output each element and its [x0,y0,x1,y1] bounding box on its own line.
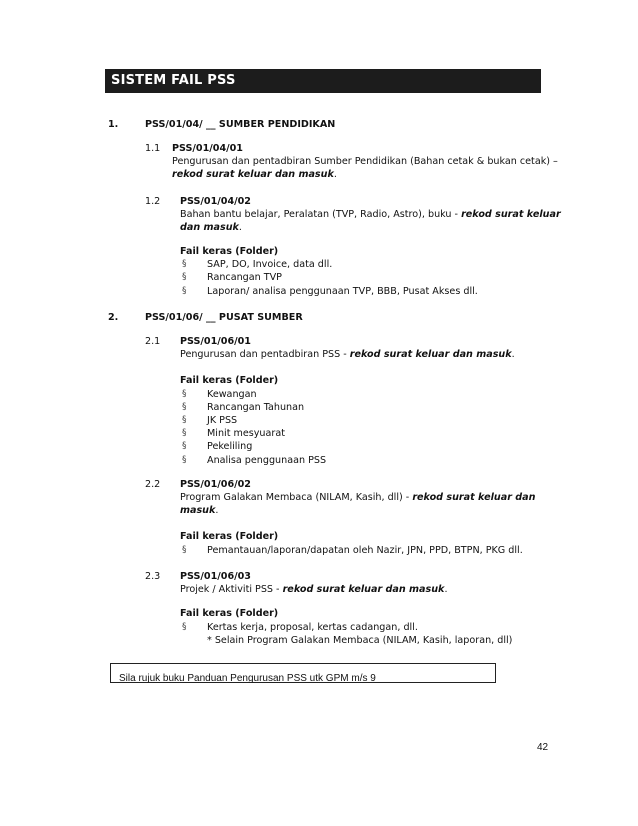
period: . [444,584,448,595]
folder-item: Kewangan [207,389,257,400]
item-number: 1.1 [145,143,161,154]
item-description [180,491,535,504]
record-text: rekod surat keluar dan masuk [349,349,512,360]
folder-item: Pekeliling [207,441,253,452]
section-code: PSS/01/04/ __ SUMBER PENDIDIKAN [145,119,336,130]
bullet-icon: § [182,545,187,555]
folder-item: SAP, DO, Invoice, data dll. [207,259,333,270]
folder-label: Fail keras (Folder) [180,608,279,619]
reference-note-box [110,663,496,683]
item-description [180,208,561,221]
period: . [215,505,219,516]
desc-text: Pengurusan dan pentadbiran PSS - [180,349,350,360]
bullet-icon: § [182,415,187,425]
bullet-icon: § [182,428,187,438]
folder-label: Fail keras (Folder) [180,531,279,542]
desc-text: Projek / Aktiviti PSS - [180,584,283,595]
record-text: rekod surat keluar dan masuk [282,584,445,595]
record-text: dan masuk [180,222,239,233]
item-description-line2 [180,221,242,234]
bullet-icon: § [182,272,187,282]
bullet-icon: § [182,259,187,269]
folder-item: Analisa penggunaan PSS [207,455,327,466]
bullet-icon: § [182,286,187,296]
bullet-icon: § [182,441,187,451]
section-code: PSS/01/06/ __ PUSAT SUMBER [145,312,303,323]
desc-text: Program Galakan Membaca (NILAM, Kasih, dll) - [180,492,413,503]
period: . [238,222,242,233]
folder-label: Fail keras (Folder) [180,375,279,386]
folder-item: Kertas kerja, proposal, kertas cadangan, dll. [207,622,418,633]
section-title-bar [105,69,541,93]
folder-item: Minit mesyuarat [207,428,285,439]
section-number: 1. [108,119,119,130]
item-number: 2.3 [145,571,161,582]
item-description [180,348,515,361]
folder-note: * Selain Program Galakan Membaca (NILAM, Kasih, laporan, dll) [207,635,513,646]
period: . [333,169,337,180]
record-text: rekod surat keluar dan masuk [172,169,334,180]
item-description: Pengurusan dan pentadbiran Sumber Pendidikan (Bahan cetak & bukan cetak) – [172,156,558,167]
desc-text: Bahan bantu belajar, Peralatan (TVP, Radio, Astro), buku - [180,209,462,220]
item-code: PSS/01/06/03 [180,571,251,582]
section-title: SISTEM FAIL PSS [111,73,236,88]
item-code: PSS/01/06/02 [180,479,251,490]
item-description-line2 [180,504,218,517]
bullet-icon: § [182,622,187,632]
reference-note-text: Sila rujuk buku Panduan Pengurusan PSS utk GPM m/s 9 [119,673,376,683]
item-number: 1.2 [145,196,161,207]
folder-item: Pemantauan/laporan/dapatan oleh Nazir, JPN, PPD, BTPN, PKG dll. [207,545,523,556]
folder-label: Fail keras (Folder) [180,246,279,257]
section-number: 2. [108,312,119,323]
page-number: 42 [537,742,549,753]
item-description-line2 [172,168,337,181]
record-text: rekod surat keluar [461,209,561,220]
folder-item: Rancangan TVP [207,272,282,283]
item-number: 2.2 [145,479,161,490]
folder-item: Laporan/ analisa penggunaan TVP, BBB, Pusat Akses dll. [207,286,478,297]
item-description [180,583,448,596]
period: . [511,349,515,360]
folder-item: JK PSS [207,415,238,426]
item-number: 2.1 [145,336,161,347]
bullet-icon: § [182,402,187,412]
item-code: PSS/01/06/01 [180,336,251,347]
record-text: masuk [180,505,216,516]
bullet-icon: § [182,389,187,399]
item-code: PSS/01/04/02 [180,196,251,207]
record-text: rekod surat keluar dan [412,492,536,503]
folder-item: Rancangan Tahunan [207,402,305,413]
bullet-icon: § [182,455,187,465]
item-code: PSS/01/04/01 [172,143,243,154]
